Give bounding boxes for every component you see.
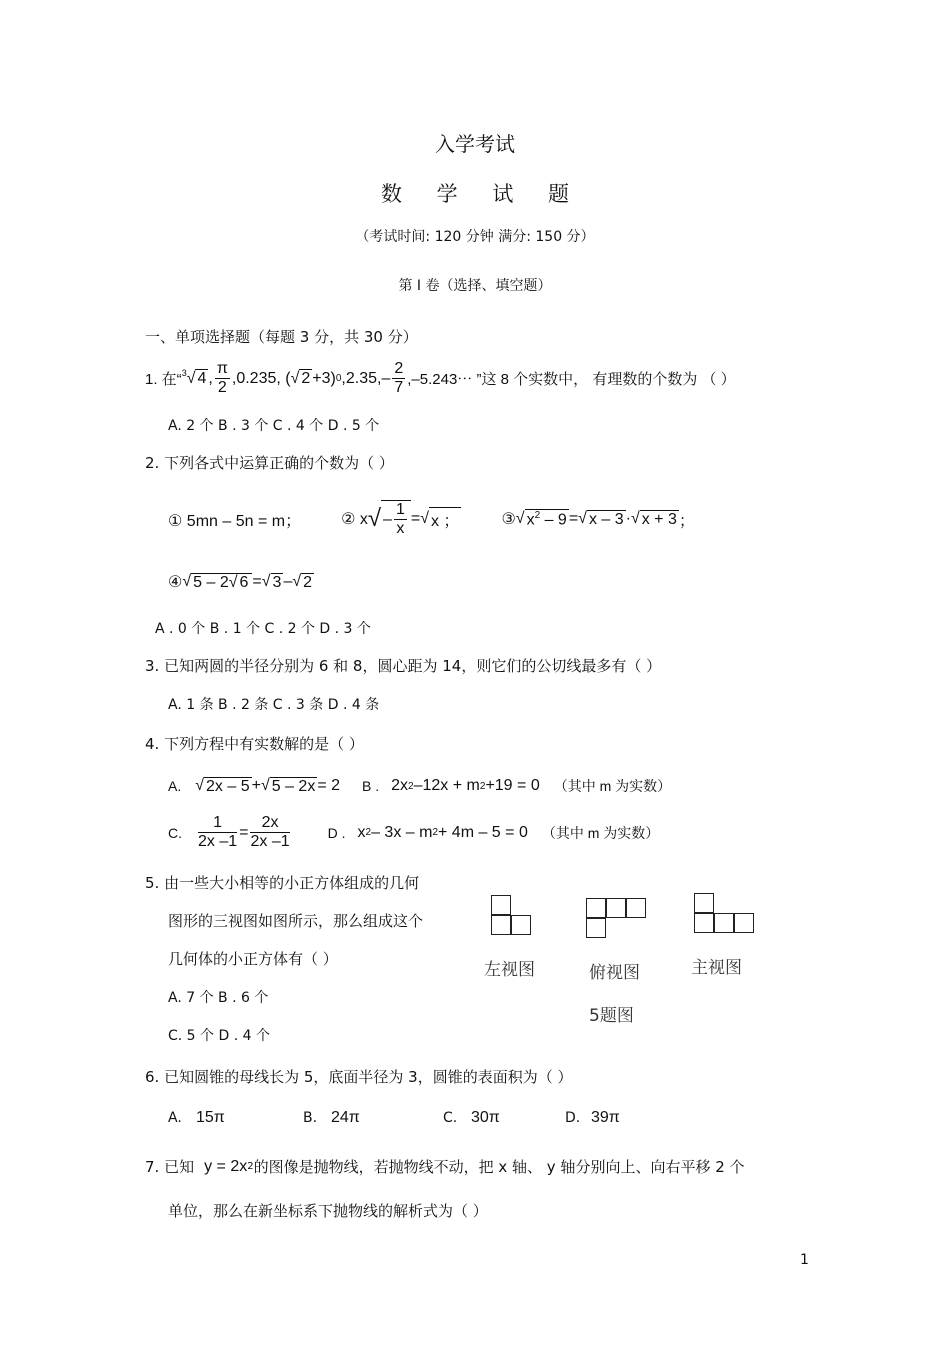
dot: · xyxy=(625,510,631,528)
exam-title: 入学考试 xyxy=(435,132,515,156)
exponent: 2 xyxy=(479,780,486,792)
radicand-5-2sqrt6: 5 – 2√ 6 xyxy=(191,573,252,592)
exponent: 2 xyxy=(408,780,414,792)
minus: – xyxy=(283,573,293,590)
frac-num: 1 xyxy=(198,814,237,833)
frac-num: 2x xyxy=(250,814,289,833)
question-7 xyxy=(145,1156,745,1177)
q1-plus3: +3) xyxy=(312,369,336,387)
question-5-line-2: 图形的三视图如图所示，那么组成这个 xyxy=(168,912,424,930)
b-note: （其中 m 为实数） xyxy=(553,778,672,794)
question-1: 1. 在“ 3 √ 4 , $\frac{\pi}{2}$ ,0.235, ( √ 2 +3) 0 ,2.35,– $\frac{2}{7}$ ,–5.243⋯ ”这 8 个实数中， 有理数的个数为 （ ） xyxy=(145,360,736,397)
q2-expr-3-lead: ③ xyxy=(501,511,516,529)
view-cell xyxy=(491,915,511,935)
frac-num: 1 xyxy=(394,501,407,520)
volume-title: 第 I 卷（选择、填空题） xyxy=(398,278,552,294)
q6-option-a-label: A. xyxy=(168,1110,182,1126)
option-b-label: B . xyxy=(362,778,380,794)
frac-den: x xyxy=(396,520,405,538)
fraction-pi-2 xyxy=(215,360,230,398)
view-cell xyxy=(626,898,646,918)
view-cell xyxy=(694,893,714,913)
q5-options-cd: C. 5 个 D . 4 个 xyxy=(168,1028,270,1044)
page-number: 1 xyxy=(800,1252,809,1268)
b-rest: –12x + m xyxy=(413,777,480,794)
equals: = xyxy=(252,573,262,590)
left-view-label: 左视图 xyxy=(484,960,535,980)
sqrt-2: 2 xyxy=(303,573,313,591)
minus-sign: – xyxy=(383,510,392,528)
option-a-label: A. xyxy=(168,778,182,794)
q6-option-b-value: 24π xyxy=(331,1109,360,1126)
q1-prefix: 1. 在“ xyxy=(145,371,182,389)
q6-option-b-label: B. xyxy=(303,1110,318,1126)
sqrt-x-plus-3: x + 3 xyxy=(641,510,677,528)
view-cell xyxy=(586,898,606,918)
q7-rest: 的图像是抛物线，若抛物线不动，把 x 轴、 y 轴分别向上、向右平移 2 个 xyxy=(253,1158,745,1176)
question-6: 6. 已知圆锥的母线长为 5，底面半径为 3，圆锥的表面积为（ ） xyxy=(145,1068,573,1086)
view-cell xyxy=(606,898,626,918)
question-3: 3. 已知两圆的半径分别为 6 和 8，圆心距为 14，则它们的公切线最多有（ ） xyxy=(145,657,662,675)
exponent: 2 xyxy=(365,827,372,839)
sqrt-2: 2 xyxy=(301,370,311,388)
sqrt-2x-5: 2x – 5 xyxy=(206,777,250,795)
q2-options: A . 0 个 B . 1 个 C . 2 个 D . 3 个 xyxy=(155,621,371,637)
fraction-2x-2x-1 xyxy=(250,814,289,852)
question-5-line-1: 5. 由一些大小相等的小正方体组成的几何 xyxy=(145,874,420,892)
five-minus-two: 5 – 2 xyxy=(193,573,229,591)
equals: = xyxy=(568,510,579,528)
section-heading: 一、单项选择题（每题 3 分，共 30 分） xyxy=(145,328,418,346)
view-cell xyxy=(491,895,511,915)
d-end: + 4m – 5 = 0 xyxy=(438,823,528,841)
frac-den: 2x –1 xyxy=(250,833,290,851)
q2-expr-4-lead: ④ xyxy=(168,574,183,591)
q2-expressions: ① 5mn – 5n = m； ② x √ – $\frac{1}{x}$ = √ x ； ③ √ $x^2 - 9$ = √ x – 3 · √ x + 3 ； xyxy=(168,501,695,538)
sqrt-x: x ； xyxy=(429,507,461,531)
view-cell xyxy=(511,915,531,935)
frac-den: 2x –1 xyxy=(198,833,238,851)
fraction-1-2x-1 xyxy=(198,814,237,852)
cube-root-value: 4 xyxy=(197,370,207,388)
q1-options: A. 2 个 B . 3 个 C . 4 个 D . 5 个 xyxy=(168,418,380,434)
q4-row-cd xyxy=(168,814,659,852)
q1-tail: ,–5.243⋯ ”这 8 个实数中， 有理数的个数为 （ ） xyxy=(407,371,736,389)
q5-options-ab: A. 7 个 B . 6 个 xyxy=(168,990,269,1006)
q2-expression-4: ④ √ 5 – 2√ 6 = √ 3 – √ 2 xyxy=(168,573,313,591)
sqrt-6: 6 xyxy=(239,573,249,591)
equals: = xyxy=(239,823,249,841)
question-2: 2. 下列各式中运算正确的个数为（ ） xyxy=(145,454,394,472)
q7-equation: y = 2x xyxy=(204,1157,248,1175)
fraction-2-7 xyxy=(392,360,405,398)
q3-options: A. 1 条 B . 2 条 C . 3 条 D . 4 条 xyxy=(168,697,380,713)
q6-option-c-label: C. xyxy=(443,1110,458,1126)
question-5-line-3: 几何体的小正方体有（ ） xyxy=(168,950,338,968)
fraction-1-x xyxy=(394,501,407,539)
frac-den: 2 xyxy=(217,379,227,397)
d-rest: – 3x – m xyxy=(371,823,433,841)
exponent-zero: 0 xyxy=(335,373,342,385)
view-cell xyxy=(714,913,734,933)
q6-option-a-value: 15π xyxy=(196,1109,225,1126)
q6-option-d-label: D. xyxy=(565,1110,581,1126)
q2-radicand xyxy=(381,500,411,539)
question-4: 4. 下列方程中有实数解的是（ ） xyxy=(145,735,364,753)
minus-9: – 9 xyxy=(540,511,567,529)
semicolon: ； xyxy=(678,512,695,530)
top-view-label: 俯视图 xyxy=(589,963,640,983)
b-expr: 2x xyxy=(391,777,409,794)
q6-option-c-value: 30π xyxy=(471,1109,500,1126)
x: x xyxy=(526,511,535,529)
exam-info: （考试时间: 120 分钟 满分: 150 分） xyxy=(355,229,595,245)
q1-value-235: ,2.35,– xyxy=(341,369,391,387)
sqrt-3: 3 xyxy=(272,573,282,591)
option-d-label: D . xyxy=(327,824,346,841)
q6-option-d-value: 39π xyxy=(591,1109,620,1126)
sqrt-5-2x: 5 – 2x xyxy=(271,777,316,795)
front-view-label: 主视图 xyxy=(691,958,742,978)
plus: + xyxy=(251,777,261,794)
view-cell xyxy=(694,913,714,933)
q4-row-ab: A. √ 2x – 5 + √ 5 – 2x = 2 B . 2x 2 –12x + m 2 +19 = 0 （其中 m 为实数） xyxy=(168,777,672,795)
q2-expr-2-lead: ② x xyxy=(341,511,368,529)
equals: = xyxy=(410,510,421,528)
q2-expr-1: ① 5mn – 5n = m； xyxy=(168,512,302,530)
view-cell xyxy=(734,913,754,933)
q1-value: ,0.235, ( xyxy=(231,369,291,387)
sqrt-x-3: x – 3 xyxy=(588,510,624,528)
exponent: 2 xyxy=(432,827,438,839)
frac-den: 7 xyxy=(394,379,404,397)
frac-num: 2 xyxy=(392,360,405,379)
exponent: 2 xyxy=(247,1161,254,1172)
cube-root-index: 3 xyxy=(181,367,187,378)
d-expr: x xyxy=(357,823,366,841)
exponent: 2 xyxy=(534,510,541,522)
q7-lead: 7. 已知 xyxy=(145,1158,195,1176)
radicand-x2-9 xyxy=(525,509,569,529)
question-7-line-2: 单位，那么在新坐标系下抛物线的解析式为（ ） xyxy=(168,1202,488,1220)
option-c-label: C. xyxy=(168,824,182,841)
subject-title: 数 学 试 题 xyxy=(380,182,584,206)
view-cell xyxy=(586,918,606,938)
figure-caption: 5题图 xyxy=(589,1006,634,1026)
d-note: （其中 m 为实数） xyxy=(541,824,660,841)
frac-num: π xyxy=(215,360,230,379)
equals-2: = 2 xyxy=(317,777,341,794)
b-end: +19 = 0 xyxy=(485,777,540,794)
